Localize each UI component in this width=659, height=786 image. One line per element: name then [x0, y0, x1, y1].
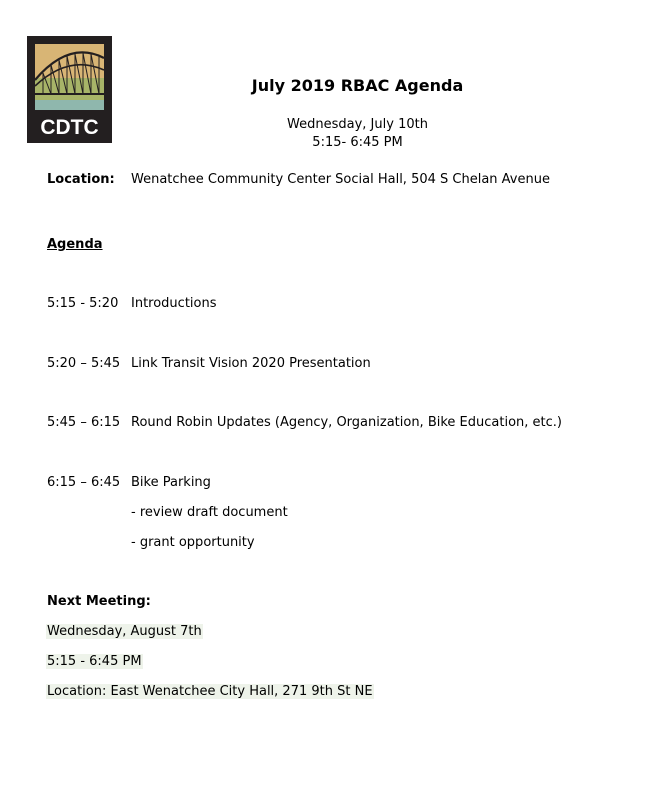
agenda-subitem: - review draft document — [131, 505, 288, 520]
meeting-time: 5:15- 6:45 PM — [312, 135, 403, 150]
logo-text: CDTC — [40, 116, 99, 139]
location-label: Location: — [47, 172, 115, 187]
agenda-item-time: 6:15 – 6:45 — [47, 475, 121, 490]
agenda-item-time: 5:15 - 5:20 — [47, 296, 119, 311]
page-title: July 2019 RBAC Agenda — [251, 76, 464, 95]
next-meeting-date: Wednesday, August 7th — [47, 624, 202, 639]
agenda-item-title: Bike Parking — [131, 475, 211, 490]
next-meeting-location: Location: East Wenatchee City Hall, 271 9th St NE — [47, 684, 373, 699]
agenda-item-time: 5:45 – 6:15 — [47, 415, 121, 430]
meeting-date: Wednesday, July 10th — [287, 117, 428, 132]
location-value: Wenatchee Community Center Social Hall, 504 S Chelan Avenue — [131, 172, 550, 187]
next-meeting-time: 5:15 - 6:45 PM — [47, 654, 142, 669]
agenda-heading: Agenda — [47, 237, 103, 252]
agenda-item-time: 5:20 – 5:45 — [47, 356, 121, 371]
agenda-item-title: Round Robin Updates (Agency, Organization, Bike Education, etc.) — [131, 415, 562, 430]
agenda-subitem: - grant opportunity — [131, 535, 255, 550]
agenda-item-title: Introductions — [131, 296, 217, 311]
agenda-item-title: Link Transit Vision 2020 Presentation — [131, 356, 371, 371]
next-meeting-heading: Next Meeting: — [47, 594, 151, 609]
